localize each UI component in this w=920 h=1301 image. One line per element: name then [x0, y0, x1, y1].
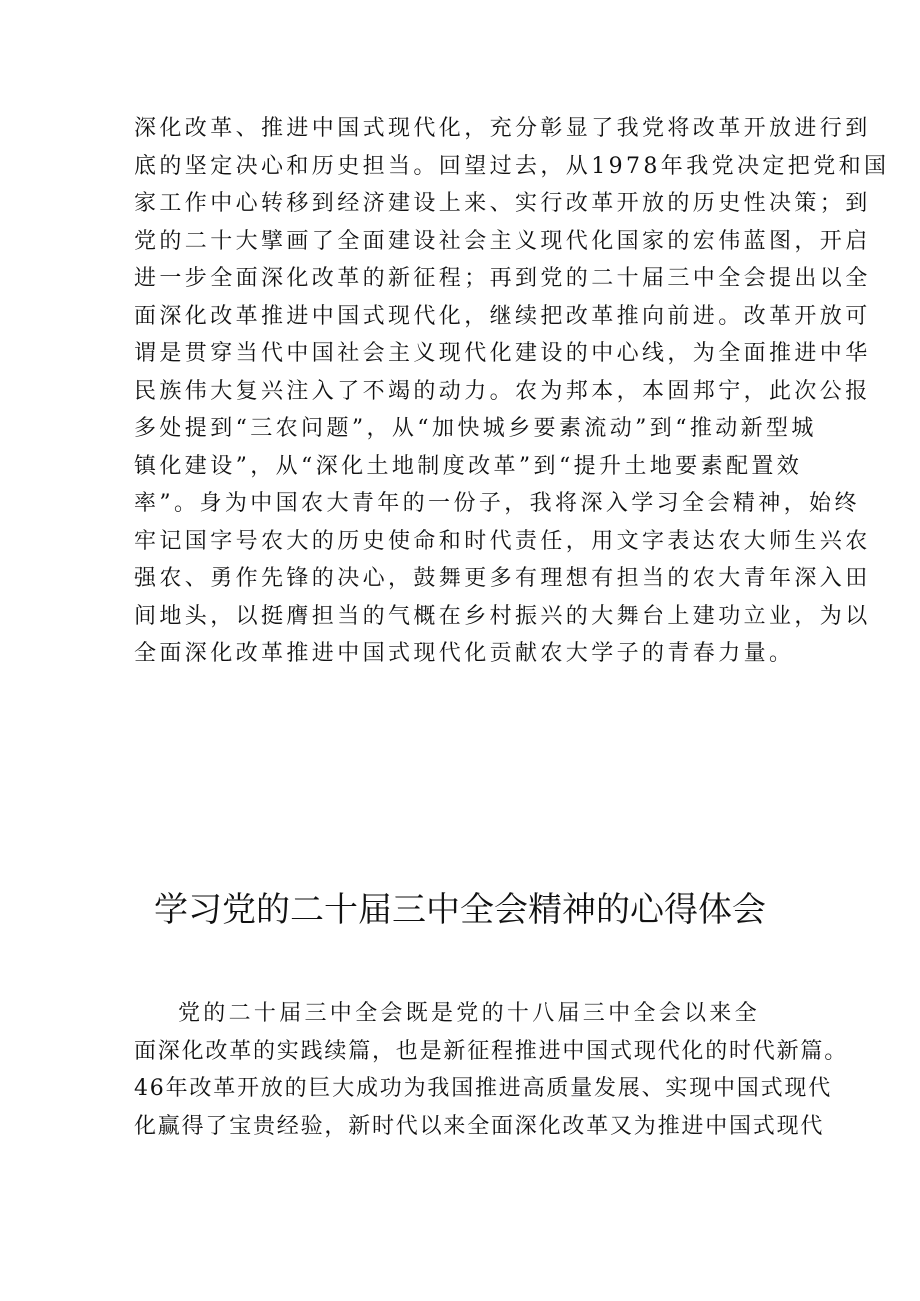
paragraph-line: 面深化改革推进中国式现代化，继续把改革推向前进。改革开放可 — [134, 303, 871, 329]
paragraph-line: 强农、勇作先锋的决心，鼓舞更多有理想有担当的农大青年深入田 — [134, 566, 871, 591]
body-paragraph-2 — [134, 995, 849, 1145]
paragraph-line: 镇化建设”，从“深化土地制度改革”到“提升土地要素配置效 — [134, 453, 803, 479]
paragraph-line: 深化改革、推进中国式现代化，充分彰显了我党将改革开放进行到 — [134, 116, 871, 141]
paragraph-line: 进一步全面深化改革的新征程；再到党的二十届三中全会提出以全 — [134, 266, 871, 291]
paragraph-line: 民族伟大复兴注入了不竭的动力。农为邦本，本固邦宁，此次公报 — [134, 378, 871, 404]
section-title: 学习党的二十届三中全会精神的心得体会 — [154, 890, 766, 930]
paragraph-line: 46年改革开放的巨大成功为我国推进高质量发展、实现中国式现代 — [134, 1076, 832, 1101]
paragraph-line: 化赢得了宝贵经验，新时代以来全面深化改革又为推进中国式现代 — [134, 1113, 825, 1139]
paragraph-line: 底的坚定决心和历史担当。回望过去，从1978年我党决定把党和国 — [134, 153, 890, 179]
paragraph-line: 牢记国字号农大的历史使命和时代责任，用文字表达农大师生兴农 — [134, 528, 871, 554]
paragraph-line: 党的二十届三中全会既是党的十八届三中全会以来全 — [178, 1001, 760, 1026]
paragraph-line: 谓是贯穿当代中国社会主义现代化建设的中心线，为全面推进中华 — [134, 341, 871, 366]
paragraph-line: 面深化改革的实践续篇，也是新征程推进中国式现代化的时代新篇。 — [134, 1038, 849, 1064]
paragraph-line: 家工作中心转移到经济建设上来、实行改革开放的历史性决策；到 — [134, 191, 871, 216]
body-paragraph-1 — [134, 110, 890, 673]
paragraph-line: 间地头，以挺膺担当的气概在乡村振兴的大舞台上建功立业，为以 — [134, 603, 871, 629]
paragraph-line: 党的二十大擘画了全面建设社会主义现代化国家的宏伟蓝图，开启 — [134, 228, 871, 254]
paragraph-line: 率”。身为中国农大青年的一份子，我将深入学习全会精神，始终 — [134, 491, 860, 516]
paragraph-line: 全面深化改革推进中国式现代化贡献农大学子的青春力量。 — [134, 641, 795, 666]
paragraph-line: 多处提到“三农问题”，从“加快城乡要素流动”到“推动新型城 — [134, 416, 817, 441]
